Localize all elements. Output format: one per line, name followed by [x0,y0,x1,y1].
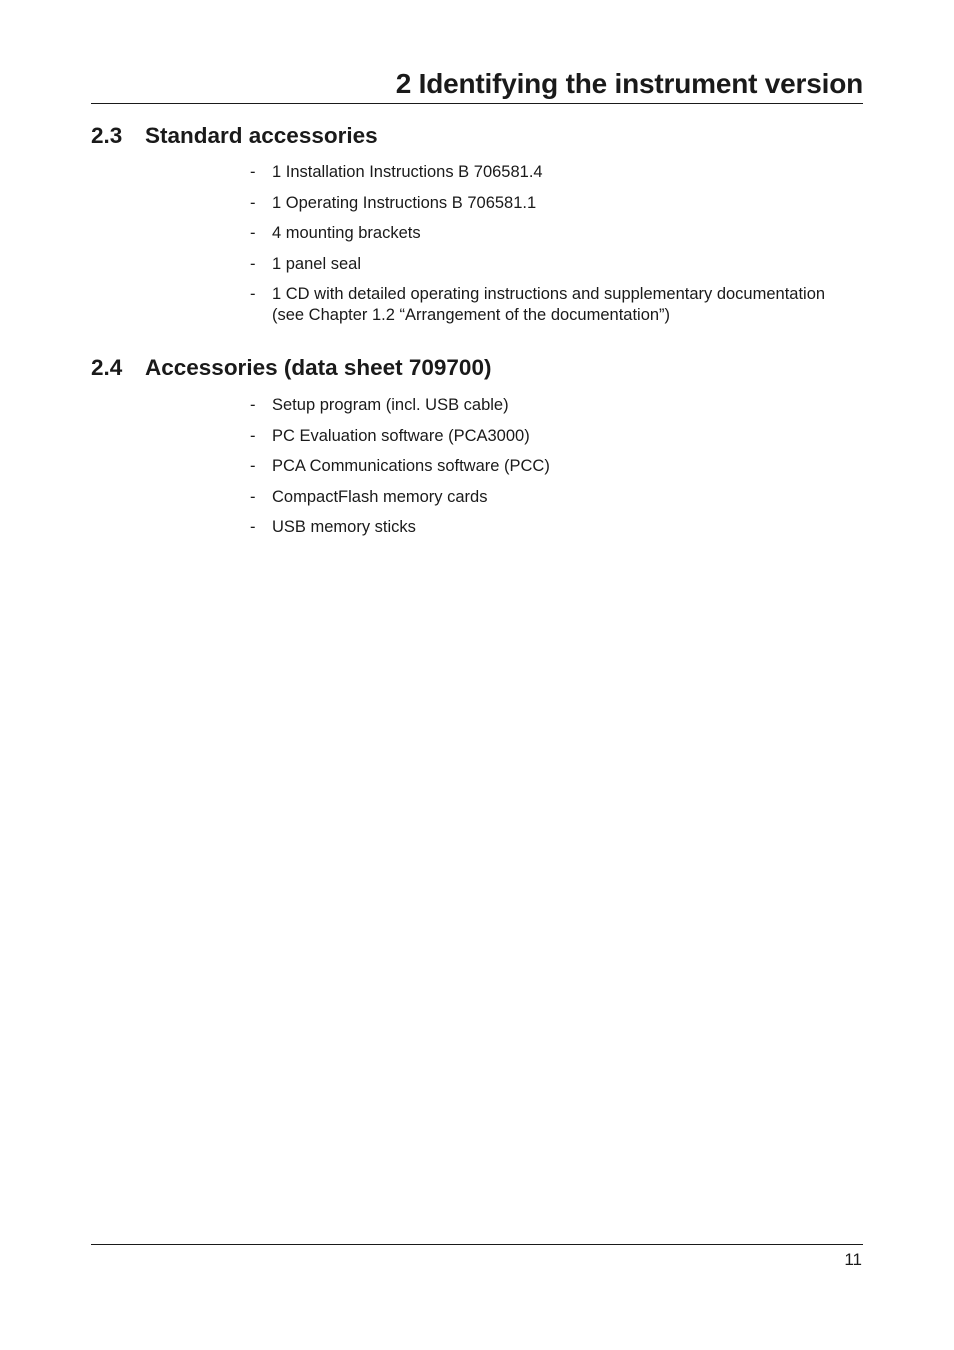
section-title: Standard accessories [145,123,378,148]
section-title: Accessories (data sheet 709700) [145,355,492,380]
page-number: 11 [844,1250,862,1269]
section-number: 2.4 [91,355,123,380]
list-item-text: 1 panel seal [272,254,361,273]
list-bullet: - [250,285,256,303]
list-bullet: - [250,396,256,414]
section-number: 2.3 [91,123,123,148]
list-item-text: CompactFlash memory cards [272,487,488,506]
list-item [250,517,850,538]
header-rule [91,103,863,104]
list-bullet: - [250,487,256,506]
list-item-text: USB memory sticks [272,518,416,536]
section-heading [91,121,863,151]
list-item [250,456,850,477]
list-item [250,254,850,275]
list-item-text: PCA Communications software (PCC) [272,457,550,475]
list-item-text: 1 Installation Instructions B 706581.4 [272,163,543,181]
list-item [250,426,850,447]
list-bullet: - [250,518,256,536]
list-bullet: - [250,426,256,445]
list-item [250,284,850,326]
list-bullet: - [250,457,256,475]
list-item [250,223,850,244]
list-item [250,395,850,416]
accessories-list [250,395,850,538]
list-bullet: - [250,254,256,273]
section-accessories [91,353,863,548]
list-bullet: - [250,163,256,181]
list-item [250,162,850,183]
list-bullet: - [250,224,256,242]
list-bullet: - [250,193,256,212]
list-item [250,487,850,508]
list-item [250,193,850,214]
chapter-title: 2 Identifying the instrument version [395,68,863,99]
list-item-text: 4 mounting brackets [272,224,421,242]
list-item-text: 1 CD with detailed operating instructions and supplementary documentation (see Chapter 1.2 “Arrangement of the documentation”) [272,285,826,324]
list-item-text: PC Evaluation software (PCA3000) [272,426,530,445]
footer-rule [91,1244,863,1245]
list-item-text: 1 Operating Instructions B 706581.1 [272,193,537,212]
standard-accessories-list [250,162,850,326]
section-standard-accessories [91,121,863,336]
section-heading [91,353,863,383]
list-item-text: Setup program (incl. USB cable) [272,396,509,414]
